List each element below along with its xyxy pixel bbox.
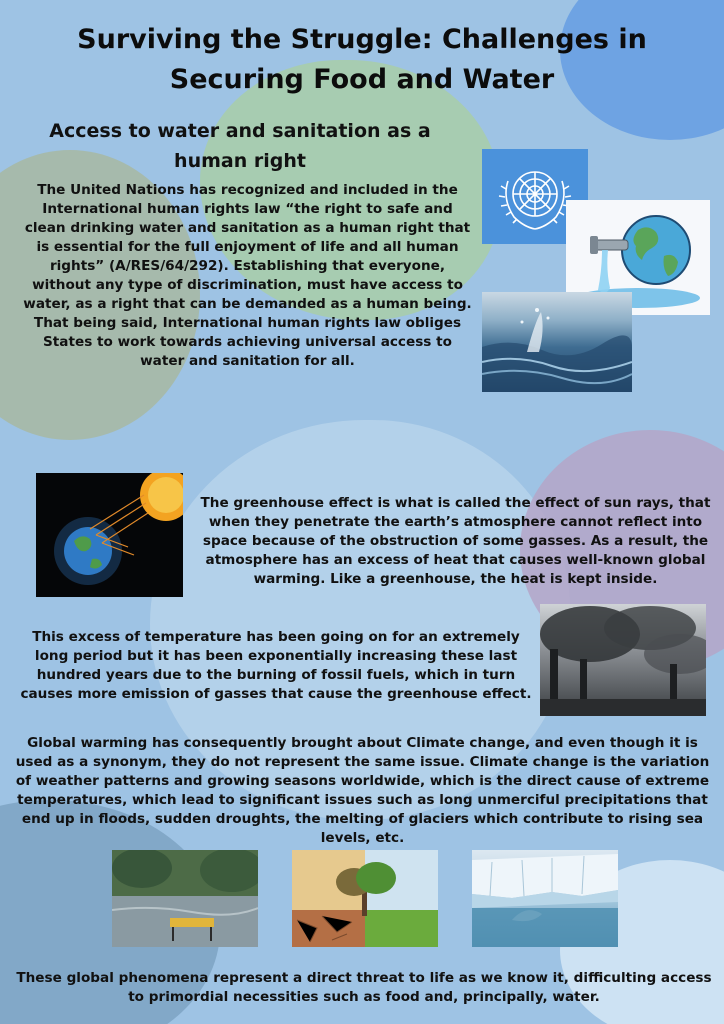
excess-temperature-paragraph: This excess of temperature has been going on for an extremely long period but it has been exponentially increasing these last hundred years due to the burning of fossil fuels, which in turn causes more emission of gasses that cause the greenhouse effect. xyxy=(20,629,532,702)
flooded-road-image xyxy=(112,850,258,947)
greenhouse-effect-image xyxy=(36,473,183,597)
drought-image xyxy=(292,850,438,947)
glacier-image xyxy=(472,850,618,947)
climate-change-paragraph: Global warming has consequently brought about Climate change, and even though it is used as a synonym, they do not represent the same issue. Climate change is the variation of weather patterns and growing seasons worldwide, which is the direct cause of extreme temperatures, which lead to significant issues such as long unmerciful precipitations that end up in floods, sudden droughts, the melting of glaciers which contribute to rising sea levels, etc. xyxy=(15,735,710,846)
greenhouse-paragraph: The greenhouse effect is what is called the effect of sun rays, that when they penetrate the earth’s atmosphere cannot reflect into space because of the obstruction of some gasses. As a result, the atmosphere has an excess of heat that causes well-known global warming. Like a greenhouse, the heat is kept inside. xyxy=(200,495,711,587)
conclusion-paragraph: These global phenomena represent a direct threat to life as we know it, difficulting access to primordial necessities such as food and, principally, water. xyxy=(16,970,712,1005)
water-splash-image xyxy=(482,292,632,392)
smokestacks-image xyxy=(540,604,706,716)
section-heading: Access to water and sanitation as a human right xyxy=(49,120,431,172)
page-title: Surviving the Struggle: Challenges in Securing Food and Water xyxy=(77,24,647,95)
human-right-paragraph: The United Nations has recognized and included in the International human rights law “the right to safe and clean drinking water and sanitation as a human right that is essential for the full enjoyment of life and all human rights” (A/RES/64/292). Establishing that everyone, without any type of discrimination, must have access to water, as a right that can be demanded as a human being. That being said, International human rights law obliges States to work towards achieving universal access to water and sanitation for all. xyxy=(23,182,472,369)
